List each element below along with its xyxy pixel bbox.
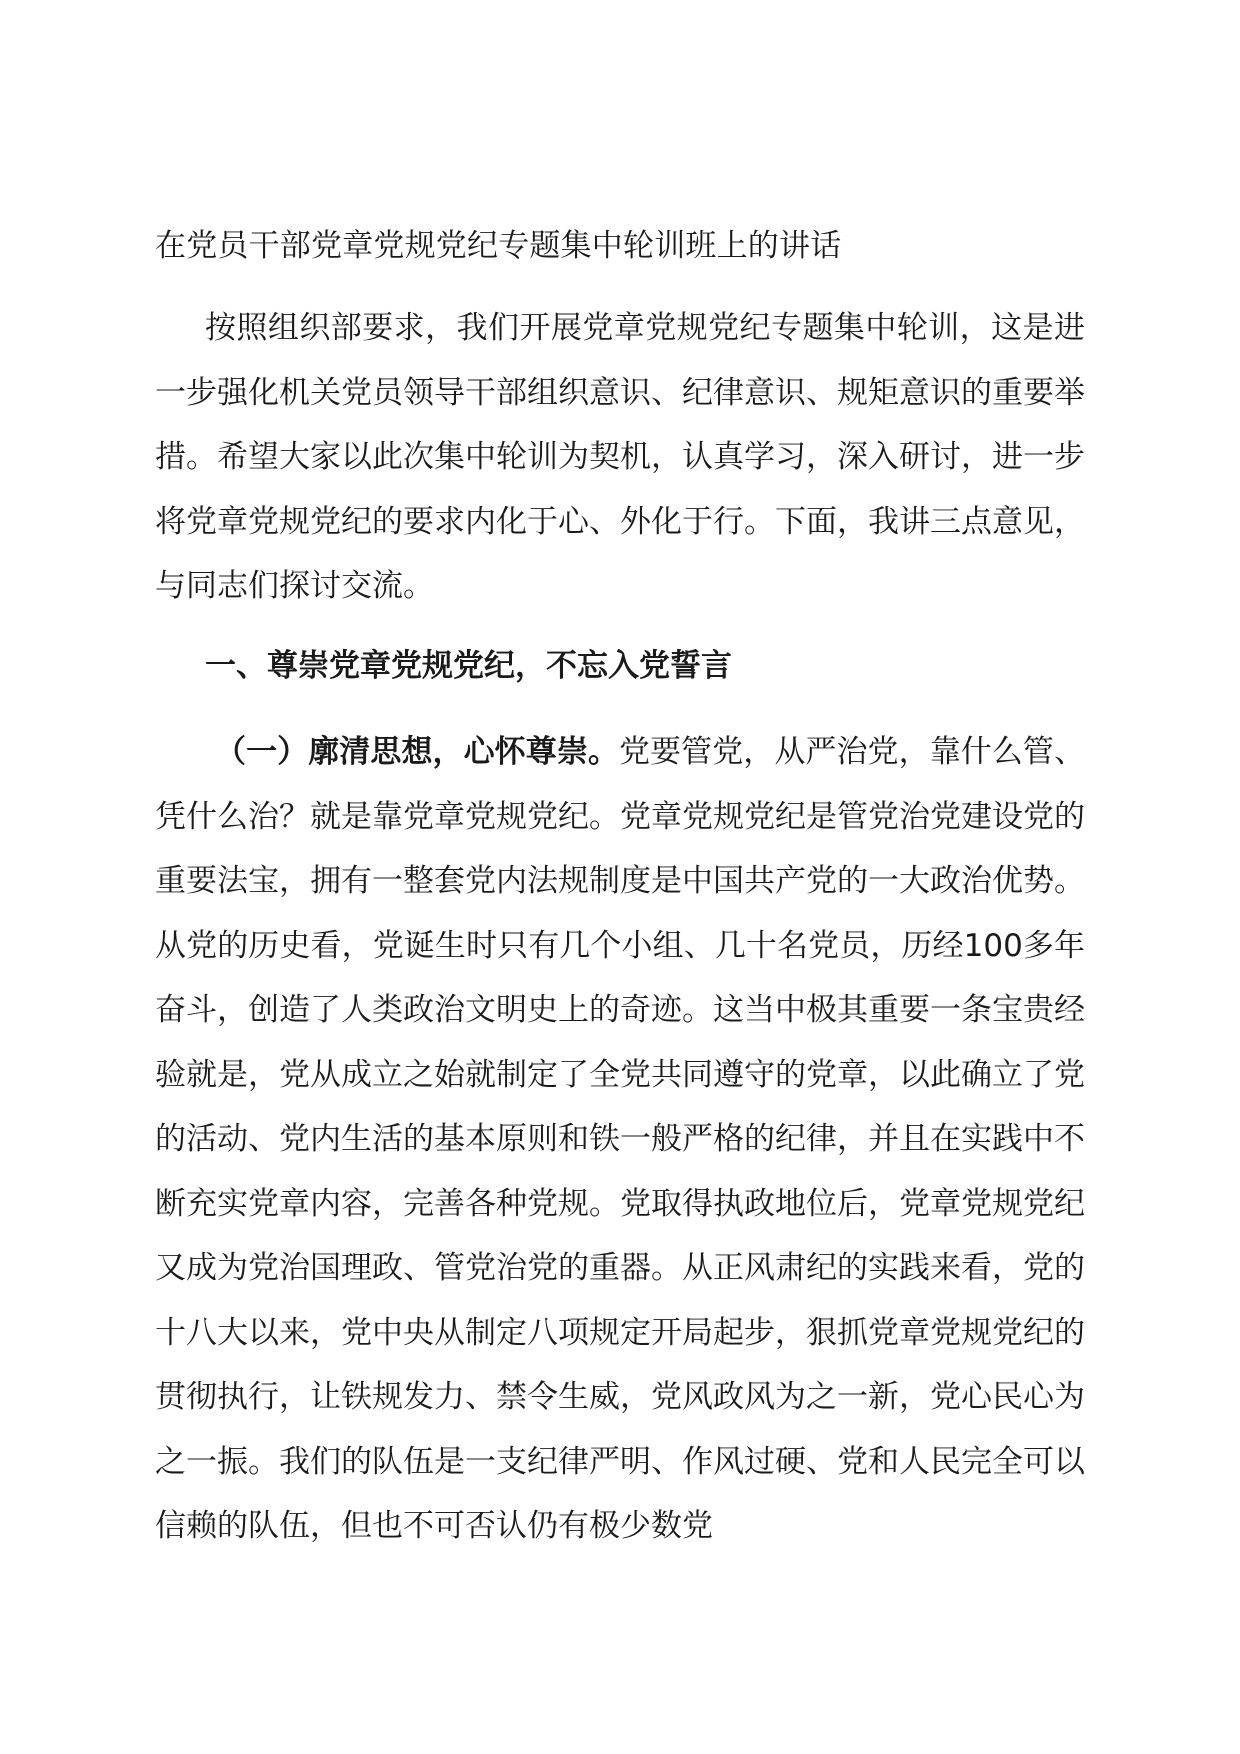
- subsection-body: 党要管党，从严治党，靠什么管、凭什么治？就是靠党章党规党纪。党章党规党纪是管党治党建设党的重要法宝，拥有一整套党内法规制度是中国共产党的一大政治优势。从党的历史看，党诞生时只有几个小组、几十名党员，历经100多年奋斗，创造了人类政治文明史上的奇迹。这当中极其重要一条宝贵经验就是，党从成立之始就制定了全党共同遵守的党章，以此确立了党的活动、党内生活的基本原则和铁一般严格的纪律，并且在实践中不断充实党章内容，完善各种党规。党取得执政地位后，党章党规党纪又成为党治国理政、管党治党的重器。从正风肃纪的实践来看，党的十八大以来，党中央从制定八项规定开局起步，狠抓党章党规党纪的贯彻执行，让铁规发力、禁令生威，党风政风为之一新，党心民心为之一振。我们的队伍是一支纪律严明、作风过硬、党和人民完全可以信赖的队伍，但也不可否认仍有极少数党: [155, 734, 1086, 1544]
- intro-paragraph: 按照组织部要求，我们开展党章党规党纪专题集中轮训，这是进一步强化机关党员领导干部组织意识、纪律意识、规矩意识的重要举措。希望大家以此次集中轮训为契机，认真学习，深入研讨，进一步将党章党规党纪的要求内化于心、外化于行。下面，我讲三点意见，与同志们探讨交流。: [155, 310, 1085, 604]
- section-heading-1: 一、尊崇党章党规党纪，不忘入党誓言: [205, 648, 732, 684]
- subsection-paragraph-1: [155, 720, 1085, 1559]
- subsection-lead: （一）廓清思想，心怀尊崇。: [215, 734, 619, 770]
- document-title: 在党员干部党章党规党纪专题集中轮训班上的讲话: [155, 228, 842, 264]
